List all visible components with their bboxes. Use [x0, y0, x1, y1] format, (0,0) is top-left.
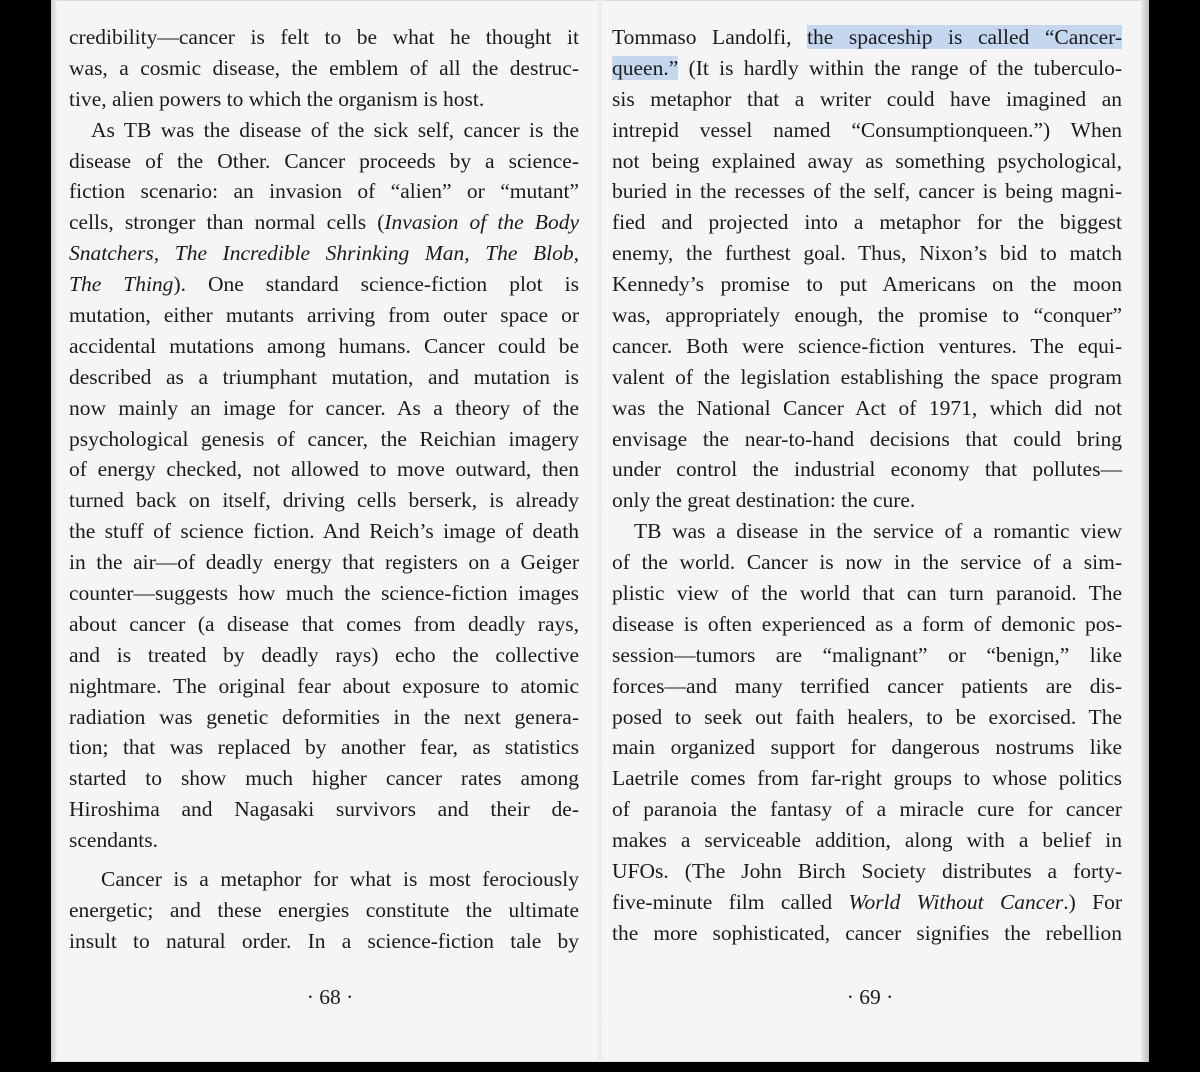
text-line: tion; that was replaced by another fear, as statistics: [69, 735, 579, 760]
text-highlight[interactable]: the spaceship is called “Cancer-: [807, 25, 1122, 49]
text-line: cancer. Both were science-fiction ventures. The equi-: [612, 333, 1122, 358]
text-line: plistic view of the world that can turn paranoid. The: [612, 581, 1122, 606]
text-highlight[interactable]: queen.”: [612, 55, 679, 80]
text-line: nightmare. The original fear about exposure to atomic: [69, 673, 579, 698]
text-line: only the great destination: the cure.: [612, 488, 916, 513]
text-line: insult to natural order. In a science-fiction tale by: [69, 928, 579, 953]
text-line: As TB was the disease of the sick self, cancer is the: [91, 117, 579, 142]
text-line: Hiroshima and Nagasaki survivors and their de-: [69, 797, 579, 822]
text-line: described as a triumphant mutation, and mutation is: [69, 364, 579, 389]
text-line: queen.” (It is hardly within the range of the tuberculo-: [612, 55, 1122, 80]
text-line: posed to seek out faith healers, to be exorcised. The: [612, 704, 1122, 729]
text-line: disease of the Other. Cancer proceeds by a science-: [69, 148, 579, 173]
page-edge-right: [1141, 0, 1149, 1062]
text-line: of energy checked, not allowed to move outward, then: [69, 457, 579, 482]
text-line: about cancer (a disease that comes from deadly rays,: [69, 611, 579, 636]
text-line: started to show much higher cancer rates among: [69, 766, 579, 791]
text-line: UFOs. (The John Birch Society distributes a forty-: [612, 859, 1122, 884]
text-line: credibility—cancer is felt to be what he thought it: [69, 25, 579, 49]
text-line: Snatchers, The Incredible Shrinking Man, The Blob,: [69, 241, 579, 266]
text-line: and is treated by deadly rays) echo the collective: [69, 642, 579, 667]
text-line: makes a serviceable addition, along with a belief in: [612, 828, 1122, 853]
right-page: [612, 22, 1122, 949]
text-line: The Thing). One standard science-fiction plot is: [69, 272, 579, 297]
text-line: was, appropriately enough, the promise to “conquer”: [612, 303, 1122, 328]
text-line: scendants.: [69, 828, 158, 853]
text-line: was the National Cancer Act of 1971, which did not: [612, 395, 1122, 420]
text-line: the stuff of science fiction. And Reich’s image of death: [69, 519, 579, 544]
text-line: forces—and many terrified cancer patients are dis-: [612, 673, 1122, 698]
text-line: now mainly an image for cancer. As a theory of the: [69, 395, 579, 420]
text-line: sis metaphor that a writer could have imagined an: [612, 86, 1122, 111]
text-line: valent of the legislation establishing the space program: [612, 364, 1122, 389]
text-line: of paranoia the fantasy of a miracle cure for cancer: [612, 797, 1122, 822]
text-line: accidental mutations among humans. Cancer could be: [69, 333, 579, 358]
text-line: of the world. Cancer is now in the service of a sim-: [612, 550, 1122, 575]
text-line: TB was a disease in the service of a romantic view: [634, 519, 1122, 544]
text-line: fiction scenario: an invasion of “alien” or “mutant”: [69, 179, 579, 204]
text-line: was, a cosmic disease, the emblem of all the destruc-: [69, 55, 579, 80]
text-line: energetic; and these energies constitute the ultimate: [69, 897, 579, 922]
text-line: enemy, the furthest goal. Thus, Nixon’s bid to match: [612, 241, 1122, 266]
text-line: intrepid vessel named “Consumptionqueen.”) When: [612, 117, 1122, 142]
text-line: turned back on itself, driving cells berserk, is already: [69, 488, 579, 513]
text-line: radiation was genetic deformities in the next genera-: [69, 704, 579, 729]
page-number-right: · 69 ·: [846, 985, 894, 1009]
text-line: fied and projected into a metaphor for the biggest: [612, 210, 1122, 235]
text-line: the more sophisticated, cancer signifies the rebellion: [612, 920, 1122, 945]
left-page: [69, 22, 579, 957]
text-line: disease is often experienced as a form of demonic pos-: [612, 611, 1122, 636]
text-line: buried in the recesses of the self, cancer is being magni-: [612, 179, 1122, 204]
text-line: Kennedy’s promise to put Americans on the moon: [612, 272, 1122, 297]
text-line: mutation, either mutants arriving from outer space or: [69, 303, 579, 328]
text-line: envisage the near-to-hand decisions that could bring: [612, 426, 1122, 451]
text-line: in the air—of deadly energy that registers on a Geiger: [69, 550, 579, 575]
book-gutter: [598, 0, 602, 1062]
text-line: counter—suggests how much the science-fiction images: [69, 581, 579, 606]
text-line: Tommaso Landolfi, the spaceship is called “Cancer-: [612, 25, 1122, 49]
text-line: cells, stronger than normal cells (Invasion of the Body: [69, 210, 579, 235]
page-number-left: · 68 ·: [306, 985, 354, 1009]
text-line: tive, alien powers to which the organism is host.: [69, 86, 485, 111]
text-line: main organized support for dangerous nostrums like: [612, 735, 1122, 760]
text-line: psychological genesis of cancer, the Reichian imagery: [69, 426, 579, 451]
text-line: Laetrile comes from far-right groups to whose politics: [612, 766, 1122, 791]
text-line: under control the industrial economy that pollutes—: [612, 457, 1122, 482]
text-line: five-minute film called World Without Cancer.) For: [612, 889, 1122, 914]
text-line: session—tumors are “malignant” or “benign,” like: [612, 642, 1122, 667]
text-line: Cancer is a metaphor for what is most ferociously: [101, 867, 579, 892]
page-edge-left: [51, 0, 57, 1062]
text-line: not being explained away as something psychological,: [612, 148, 1122, 173]
